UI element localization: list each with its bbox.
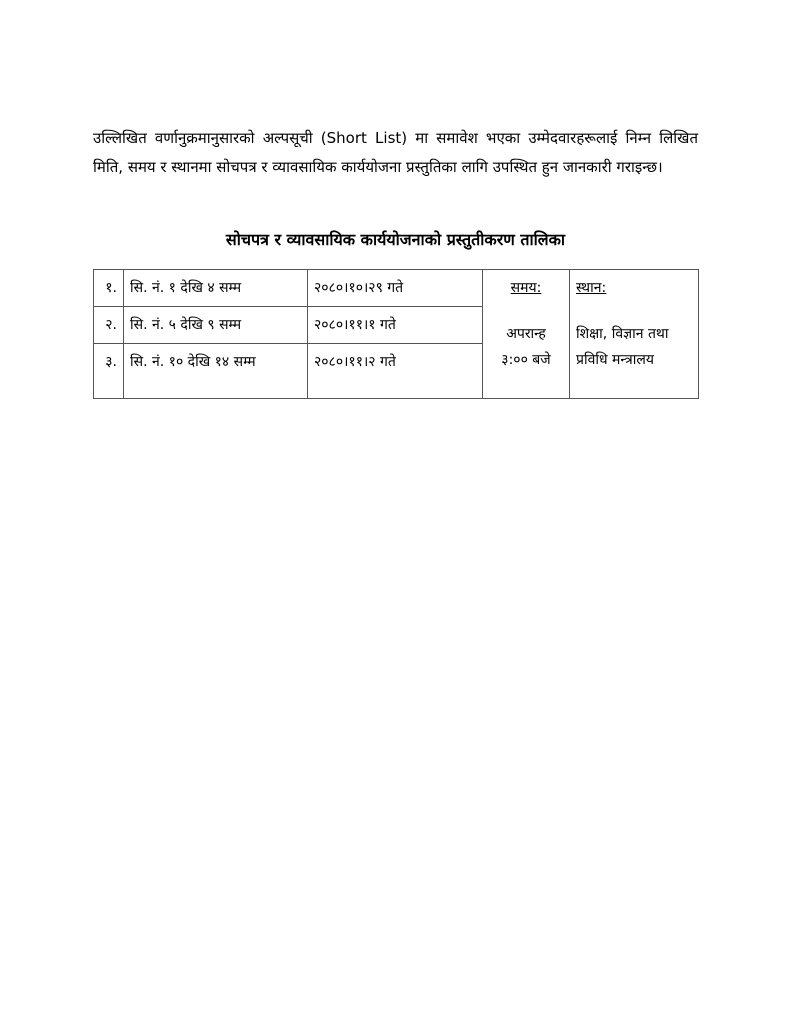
row-number: ३. <box>94 344 124 399</box>
intro-paragraph: उल्लिखित वर्णानुक्रमानुसारको अल्पसूची (Short List) मा समावेश भएका उम्मेदवारहरूलाई निम्न लिखित मिति, समय र स्थानमा सोचपत्र र व्यावसायिक कार्ययोजना प्रस्तुतिका लागि उपस्थित हुन जानकारी गराइन्छ। <box>93 129 698 176</box>
presentation-date: २०८०।१०।२९ गते <box>308 270 483 307</box>
place-cell <box>570 270 699 399</box>
presentation-date: २०८०।११।१ गते <box>308 307 483 344</box>
place-line-1: शिक्षा, विज्ञान तथा <box>576 326 669 342</box>
time-value <box>489 321 563 373</box>
place-value <box>576 321 692 373</box>
schedule-table <box>93 269 699 399</box>
presentation-date: २०८०।११।२ गते <box>308 344 483 399</box>
time-line-1: अपरान्ह <box>506 326 546 342</box>
time-cell <box>483 270 570 399</box>
serial-range: सि. नं. ५ देखि ९ सम्म <box>124 307 308 344</box>
time-header: समय: <box>510 280 542 296</box>
place-header: स्थान: <box>576 280 607 296</box>
time-line-2: ३:०० बजे <box>501 352 551 368</box>
row-number: १. <box>94 270 124 307</box>
serial-range: सि. नं. १ देखि ४ सम्म <box>124 270 308 307</box>
row-number: २. <box>94 307 124 344</box>
serial-range: सि. नं. १० देखि १४ सम्म <box>124 344 308 399</box>
table-title: सोचपत्र र व्यावसायिक कार्ययोजनाको प्रस्तुतीकरण तालिका <box>225 230 566 249</box>
table-row <box>94 270 699 307</box>
place-line-2: प्रविधि मन्त्रालय <box>576 352 654 368</box>
